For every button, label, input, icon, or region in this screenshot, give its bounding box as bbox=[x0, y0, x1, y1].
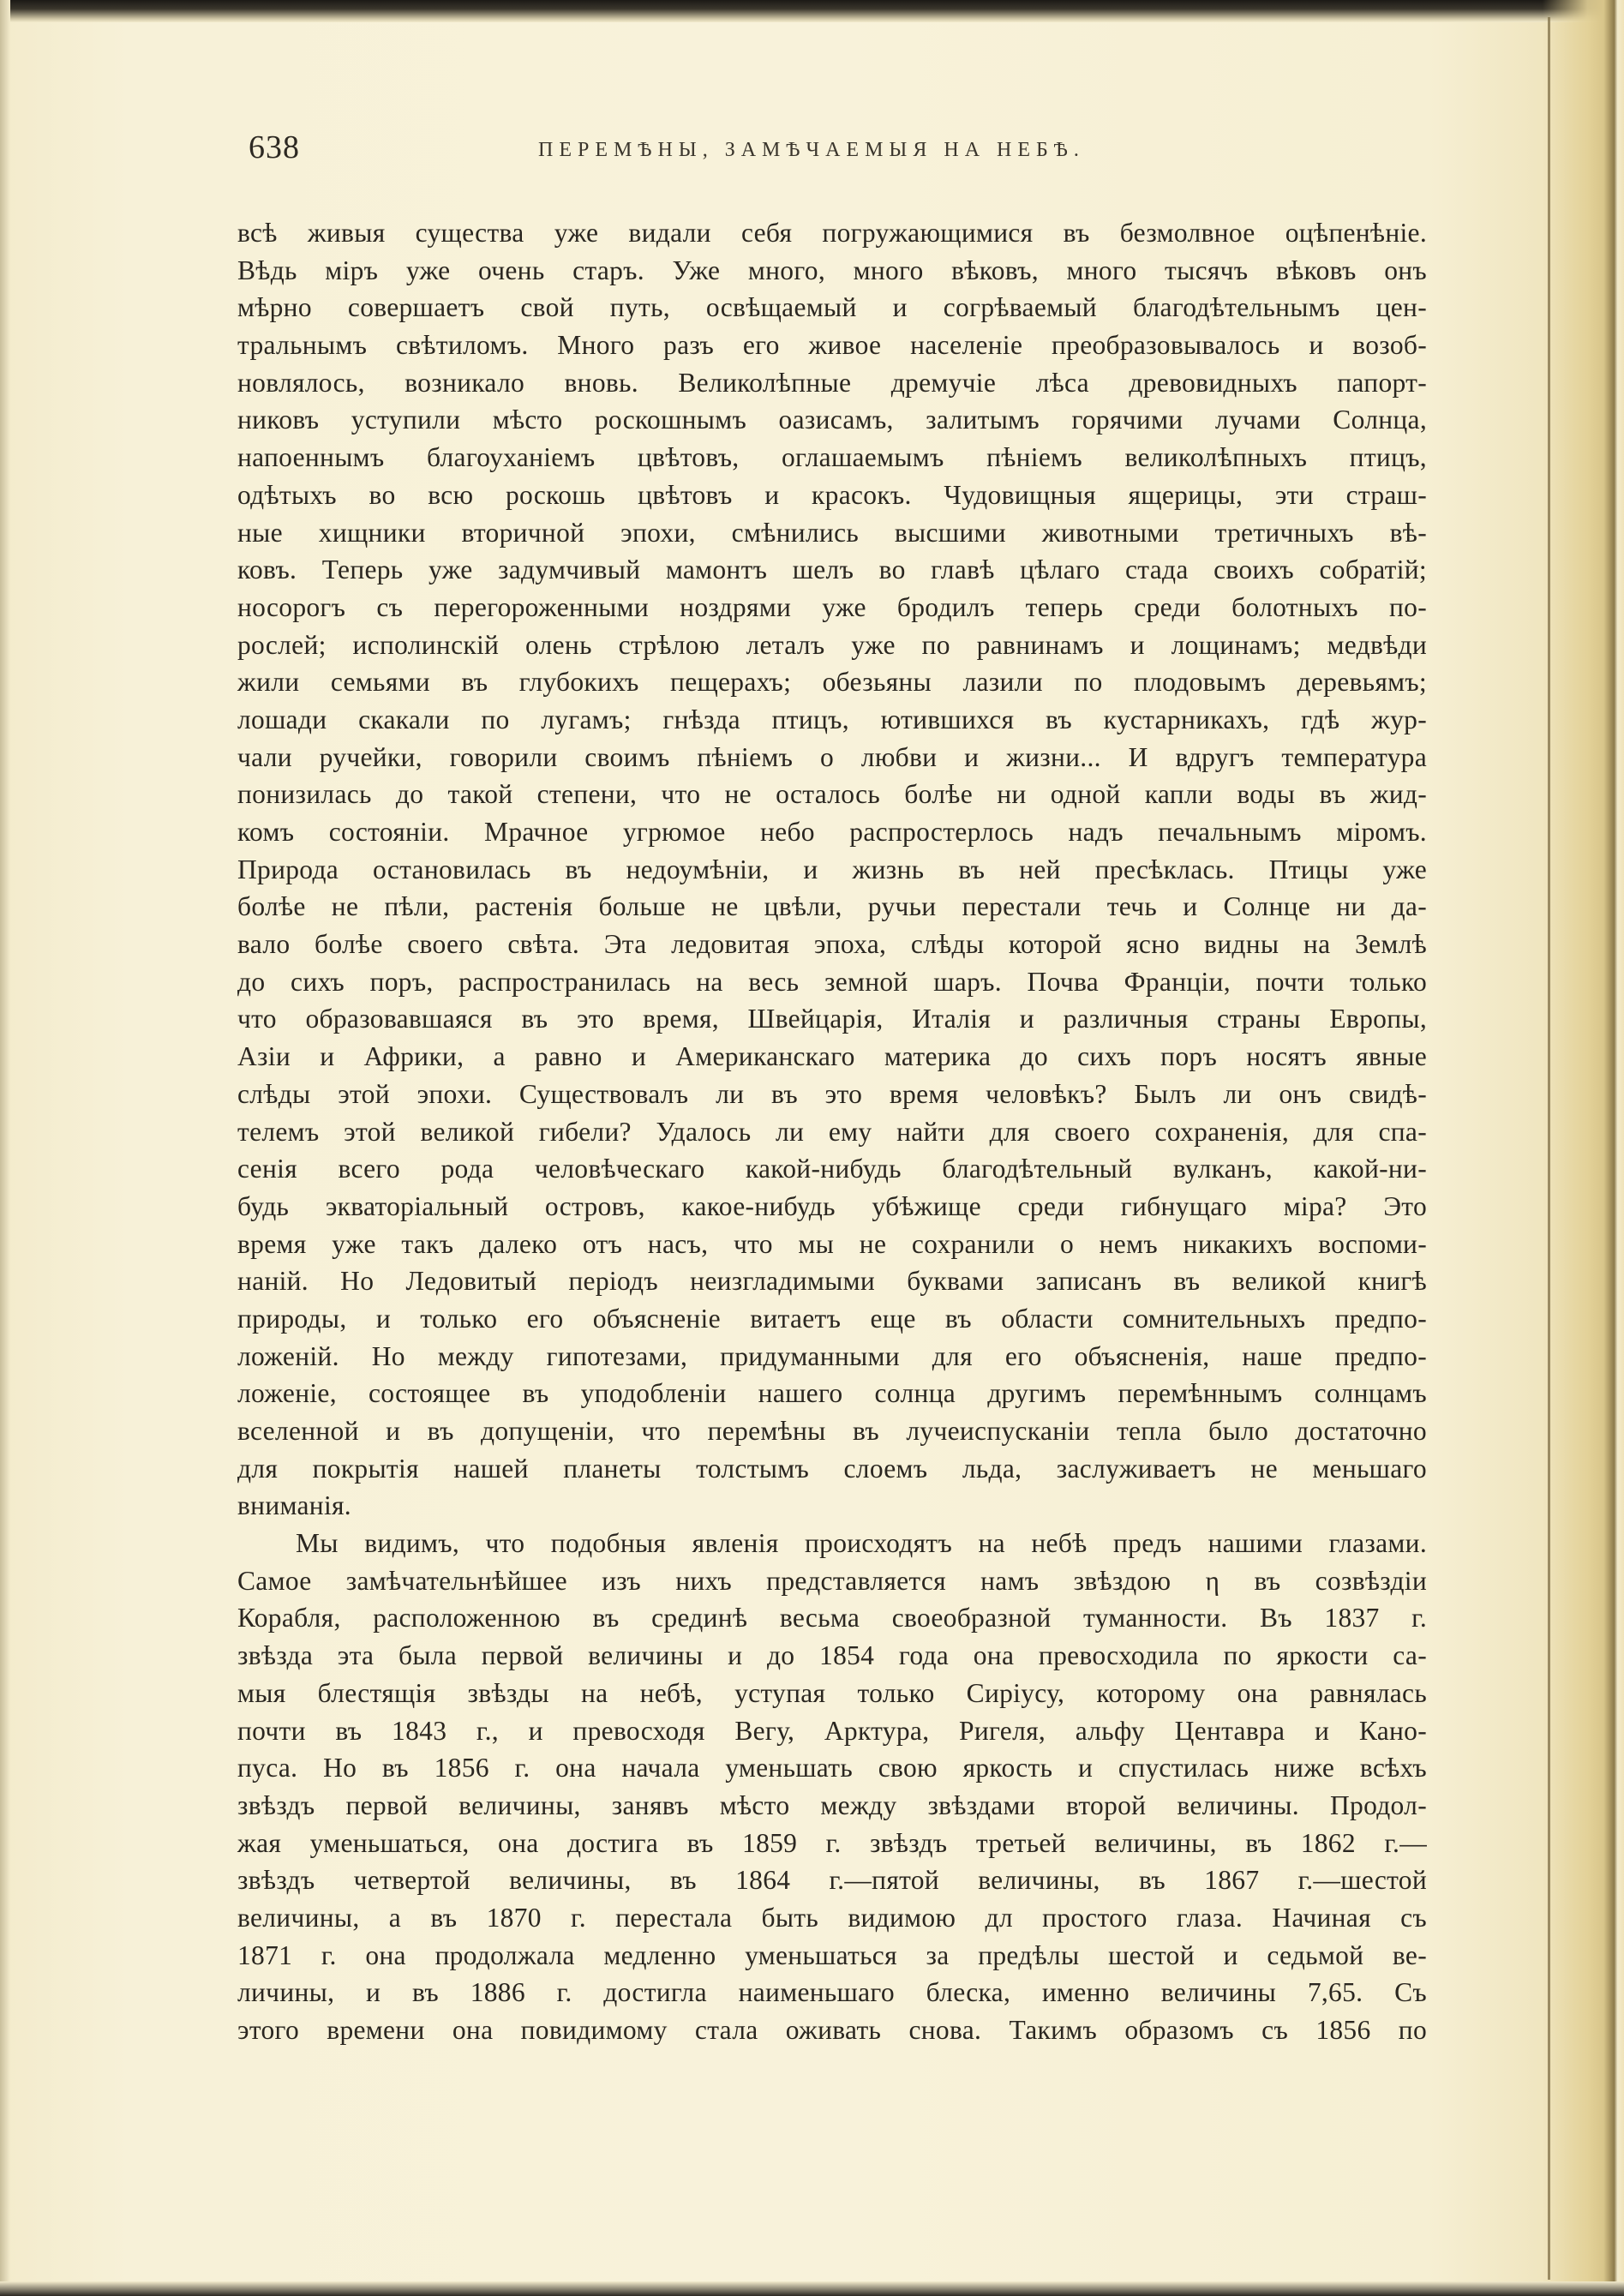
text-line: комъ состояніи. Мрачное угрюмое небо распростерлось надъ печальнымъ міромъ. bbox=[237, 817, 1427, 847]
text-line: телемъ этой великой гибели? Удалось ли ему найти для своего сохраненія, для спа- bbox=[237, 1116, 1427, 1147]
text-line: пуса. Но въ 1856 г. она начала уменьшать свою яркость и спустилась ниже всѣхъ bbox=[237, 1753, 1427, 1783]
text-line: новлялось, возникало вновь. Великолѣпные дремучіе лѣса древовидныхъ папорт- bbox=[237, 367, 1427, 398]
text-line: Корабля, расположенною въ срединѣ весьма своеобразной туманности. Въ 1837 г. bbox=[237, 1603, 1427, 1634]
text-line: вселенной и въ допущеніи, что перемѣны въ лучеиспусканіи тепла было достаточно bbox=[237, 1416, 1427, 1446]
text-line: Самое замѣчательнѣйшее изъ нихъ представляется намъ звѣздою η въ созвѣздіи bbox=[237, 1565, 1427, 1596]
text-line: ложеніе, состоящее въ уподобленіи нашего солнца другимъ перемѣннымъ солнцамъ bbox=[237, 1378, 1427, 1409]
text-line: ковъ. Теперь уже задумчивый мамонтъ шелъ во главѣ цѣлаго стада своихъ собратій; bbox=[237, 555, 1427, 585]
text-line: этого времени она повидимому стала оживать снова. Такимъ образомъ съ 1856 по bbox=[237, 2015, 1427, 2045]
page-left-edge bbox=[0, 0, 10, 2296]
text-line: сенія всего рода человѣческаго какой-нибудь благодѣтельный вулканъ, какой-ни- bbox=[237, 1154, 1427, 1184]
text-line: жили семьями въ глубокихъ пещерахъ; обезьяны лазили по плодовымъ деревьямъ; bbox=[237, 667, 1427, 698]
text-line: мѣрно совершаетъ свой путь, освѣщаемый и согрѣваемый благодѣтельнымъ цен- bbox=[237, 292, 1427, 323]
text-line: мыя блестящія звѣзды на небѣ, уступая только Сиріусу, которому она равнялась bbox=[237, 1677, 1427, 1708]
paragraph-end-line: вниманія. bbox=[237, 1490, 351, 1521]
text-line: время уже такъ далеко отъ насъ, что мы не сохранили о немъ никакихъ воспоми- bbox=[237, 1228, 1427, 1259]
text-line: ложеній. Но между гипотезами, придуманными для его объясненія, наше предпо- bbox=[237, 1340, 1427, 1371]
text-line: всѣ живыя существа уже видали себя погружающимися въ безмолвное оцѣпенѣніе. bbox=[237, 218, 1427, 248]
text-line: 1871 г. она продолжала медленно уменьшаться за предѣлы шестой и седьмой ве- bbox=[237, 1939, 1427, 1970]
text-line: жая уменьшаться, она достига въ 1859 г. звѣздъ третьей величины, въ 1862 г.— bbox=[237, 1827, 1427, 1858]
text-line: звѣзда эта была первой величины и до 1854 года она превосходила по яркости са- bbox=[237, 1640, 1427, 1671]
text-line: никовъ уступили мѣсто роскошнымъ оазисамъ, залитымъ горячими лучами Солнца, bbox=[237, 405, 1427, 435]
binding-shadow-line bbox=[1548, 17, 1550, 2280]
text-line: тральнымъ свѣтиломъ. Много разъ его живое населеніе преобразовывалось и возоб- bbox=[237, 330, 1427, 361]
paragraph-start-line: Мы видимъ, что подобныя явленія происходятъ на небѣ предъ нашими глазами. bbox=[296, 1528, 1427, 1559]
text-line: Азіи и Африки, а равно и Американскаго материка до сихъ поръ носятъ явные bbox=[237, 1041, 1427, 1072]
text-line: величины, а въ 1870 г. перестала быть видимою дл простого глаза. Начиная съ bbox=[237, 1902, 1427, 1933]
text-line: что образовавшаяся въ это время, Швейцарія, Италія и различныя страны Европы, bbox=[237, 1004, 1427, 1034]
text-line: будь экваторіальный островъ, какое-нибудь убѣжище среди гибнущаго міра? Это bbox=[237, 1190, 1427, 1221]
body-text bbox=[237, 214, 1427, 2049]
text-line: ные хищники вторичной эпохи, смѣнились высшими животными третичныхъ вѣ- bbox=[237, 517, 1427, 548]
text-line: рослей; исполинскій олень стрѣлою леталъ уже по равнинамъ и лощинамъ; медвѣди bbox=[237, 629, 1427, 660]
text-line: лошади скакали по лугамъ; гнѣзда птицъ, ютившихся въ кустарникахъ, гдѣ жур- bbox=[237, 704, 1427, 734]
text-line: для покрытія нашей планеты толстымъ слоемъ льда, заслуживаетъ не меньшаго bbox=[237, 1453, 1427, 1484]
text-line: понизилась до такой степени, что не осталось болѣе ни одной капли воды въ жид- bbox=[237, 779, 1427, 810]
text-line: звѣздъ четвертой величины, въ 1864 г.—пятой величины, въ 1867 г.—шестой bbox=[237, 1865, 1427, 1896]
text-line: природы, и только его объясненіе витаетъ еще въ области сомнительныхъ предпо- bbox=[237, 1303, 1427, 1334]
text-line: носорогъ съ перегороженными ноздрями уже бродилъ теперь среди болотныхъ по- bbox=[237, 591, 1427, 622]
text-line: чали ручейки, говорили своимъ пѣніемъ о любви и жизни... И вдругъ температура bbox=[237, 741, 1427, 772]
text-line: одѣтыхъ во всю роскошь цвѣтовъ и красокъ. Чудовищныя ящерицы, эти страш- bbox=[237, 479, 1427, 510]
running-title: ПЕРЕМѢНЫ, ЗАМѢЧАЕМЫЯ НА НЕБѢ. bbox=[538, 139, 1085, 161]
text-line: Вѣдь міръ уже очень старъ. Уже много, много вѣковъ, много тысячъ вѣковъ онъ bbox=[237, 255, 1427, 285]
text-line: почти въ 1843 г., и превосходя Вегу, Арктура, Ригеля, альфу Центавра и Кано- bbox=[237, 1715, 1427, 1746]
page-header bbox=[249, 129, 1448, 180]
text-line: наній. Но Ледовитый періодъ неизгладимыми буквами записанъ въ великой книгѣ bbox=[237, 1266, 1427, 1297]
page-binding-fold bbox=[1543, 0, 1624, 2296]
text-line: до сихъ поръ, распространилась на весь земной шаръ. Почва Франціи, почти только bbox=[237, 966, 1427, 997]
text-line: звѣздъ первой величины, занявъ мѣсто между звѣздами второй величины. Продол- bbox=[237, 1789, 1427, 1820]
page-bottom-edge bbox=[0, 2281, 1624, 2296]
page-top-edge bbox=[0, 0, 1624, 22]
text-line: слѣды этой эпохи. Существовалъ ли въ это время человѣкъ? Былъ ли онъ свидѣ- bbox=[237, 1078, 1427, 1109]
text-line: вало болѣе своего свѣта. Эта ледовитая эпоха, слѣды которой ясно видны на Землѣ bbox=[237, 929, 1427, 960]
page-number: 638 bbox=[249, 129, 300, 165]
text-line: Природа остановилась въ недоумѣніи, и жизнь въ ней пресѣклась. Птицы уже bbox=[237, 854, 1427, 884]
text-line: личины, и въ 1886 г. достигла наименьшаго блеска, именно величины 7,65. Съ bbox=[237, 1977, 1427, 2008]
text-line: болѣе не пѣли, растенія больше не цвѣли, ручьи перестали течь и Солнце ни да- bbox=[237, 891, 1427, 922]
text-line: напоеннымъ благоуханіемъ цвѣтовъ, оглашаемымъ пѣніемъ великолѣпныхъ птицъ, bbox=[237, 442, 1427, 473]
